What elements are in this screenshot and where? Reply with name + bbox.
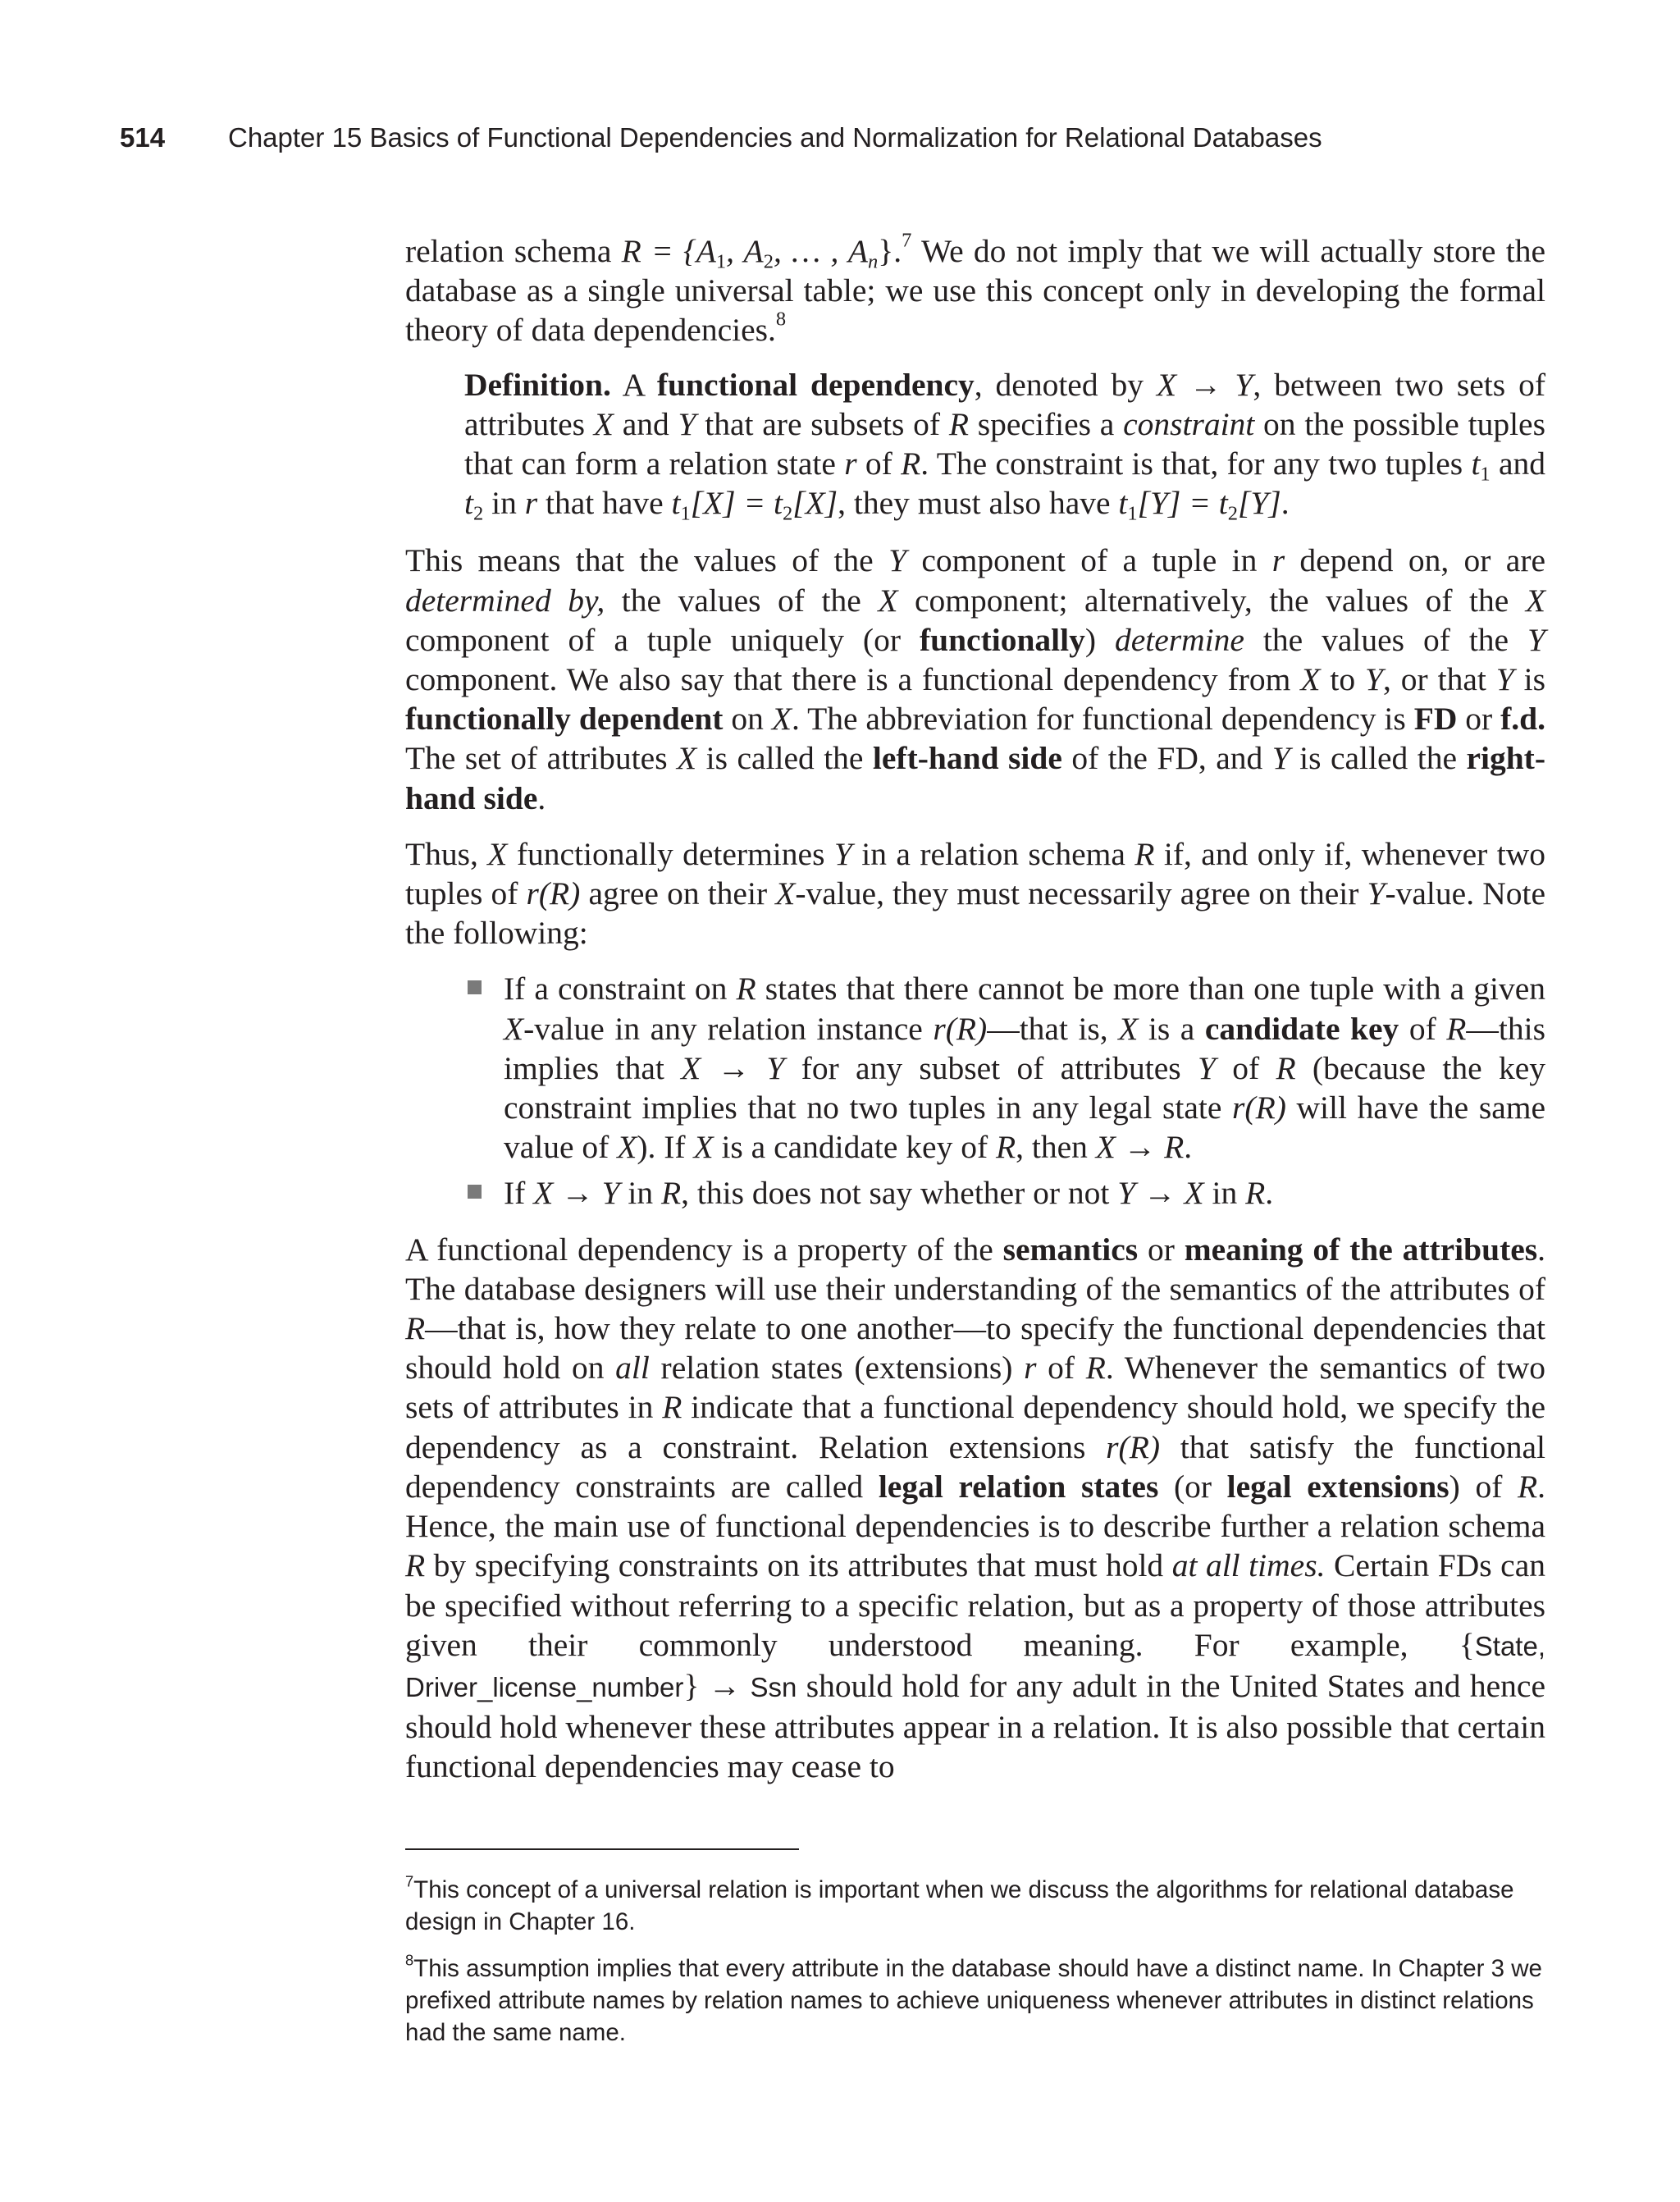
footnote-8: $^8$This assumption implies that every attribute in the database should have a distinct name. In Chapter 3 we prefixed attribute names by relation names to achieve uniqueness whenever attributes in distinct relations had the same name. — [405, 1951, 1542, 2046]
page-number: 514 — [120, 122, 166, 153]
paragraph-meaning: This means that the values of the Y component of a tuple in r depend on, or are determined by, the values of the X component; alternatively, the values of the X component of a tuple uniquely (or functionally) determine the values of the Y component. We also say that there is a functional dependency from X to Y, or that Y is functionally dependent on X. The abbreviation for functional dependency is FD or f.d. The set of attributes X is called the left-hand side of the FD, and Y is called the right-hand side. — [405, 542, 1546, 816]
definition-text: Definition. A functional dependency, denoted by X → Y, between two sets of attributes X and Y that are subsets of R specifies a constraint on the possible tuples that can form a relation state r of R. The constraint is that, for any two tuples $t_1$ and $t_2$ in r that have $t_1[X] = t_2[X]$, they must also have $t_1[Y] = t_2[Y]$. — [464, 366, 1546, 525]
running-head — [120, 120, 1564, 156]
square-bullet-icon — [468, 1185, 482, 1199]
bullet-list — [405, 969, 1545, 1213]
definition-label: Definition. — [464, 366, 611, 403]
chapter-title: Chapter 15 Basics of Functional Dependencies and Normalization for Relational Databases — [228, 122, 1322, 153]
list-item: If X → Y in R, this does not say whether or not Y → X in R. — [405, 1173, 1545, 1213]
square-bullet-icon — [468, 980, 482, 994]
footnote-ref-8: 8 — [775, 308, 787, 331]
body-text — [405, 231, 1545, 1787]
footnote-divider — [405, 1848, 799, 1850]
paragraph-universal-relation: relation schema $R = \{A_1$, $A_2$, … , $A_n\}.^7$ We do not imply that we will actually store the database as a single universal table; we use this concept only in developing the formal theory of data dependencies.$^8$ — [405, 229, 1545, 349]
paragraph-thus: Thus, X functionally determines Y in a relation schema R if, and only if, whenever two tuples of r(R) agree on their X-value, they must necessarily agree on their Y-value. Note the following: — [405, 835, 1546, 952]
paragraph-semantics: A functional dependency is a property of the semantics or meaning of the attributes. The database designers will use their understanding of the semantics of the attributes of R—that is, how they relate to one another—to specify the functional dependencies that should hold on all relation states (extensions) r of R. Whenever the semantics of two sets of attributes in R indicate that a functional dependency should hold, we specify the dependency as a constraint. Relation extensions r(R) that satisfy the functional dependency constraints are called legal relation states (or legal extensions) of R. Hence, the main use of functional dependencies is to describe further a relation schema R by specifying constraints on its attributes that must hold at all times. Certain FDs can be specified without referring to a specific relation, but as a property of those attributes given their commonly understood meaning. For example, {State, Driver_license_number} → Ssn should hold for any adult in the United States and hence should hold whenever these attributes appear in a relation. It is also possible that certain functional dependencies may cease to — [405, 1231, 1546, 1785]
footnote-7: $^7$This concept of a universal relation is important when we discuss the algorithms for relational database design in Chapter 16. — [405, 1872, 1514, 1935]
definition-block — [464, 365, 1545, 523]
list-item: If a constraint on R states that there cannot be more than one tuple with a given X-value in any relation instance r(R)—that is, X is a candidate key of R—this implies that X → Y for any subset of attributes Y of R (because the key constraint implies that no two tuples in any legal state r(R) will have the same value of X). If X is a candidate key of R, then X → R. — [405, 969, 1545, 1167]
footnotes — [405, 1874, 1545, 2063]
footnote-ref-7: 7 — [902, 229, 912, 252]
